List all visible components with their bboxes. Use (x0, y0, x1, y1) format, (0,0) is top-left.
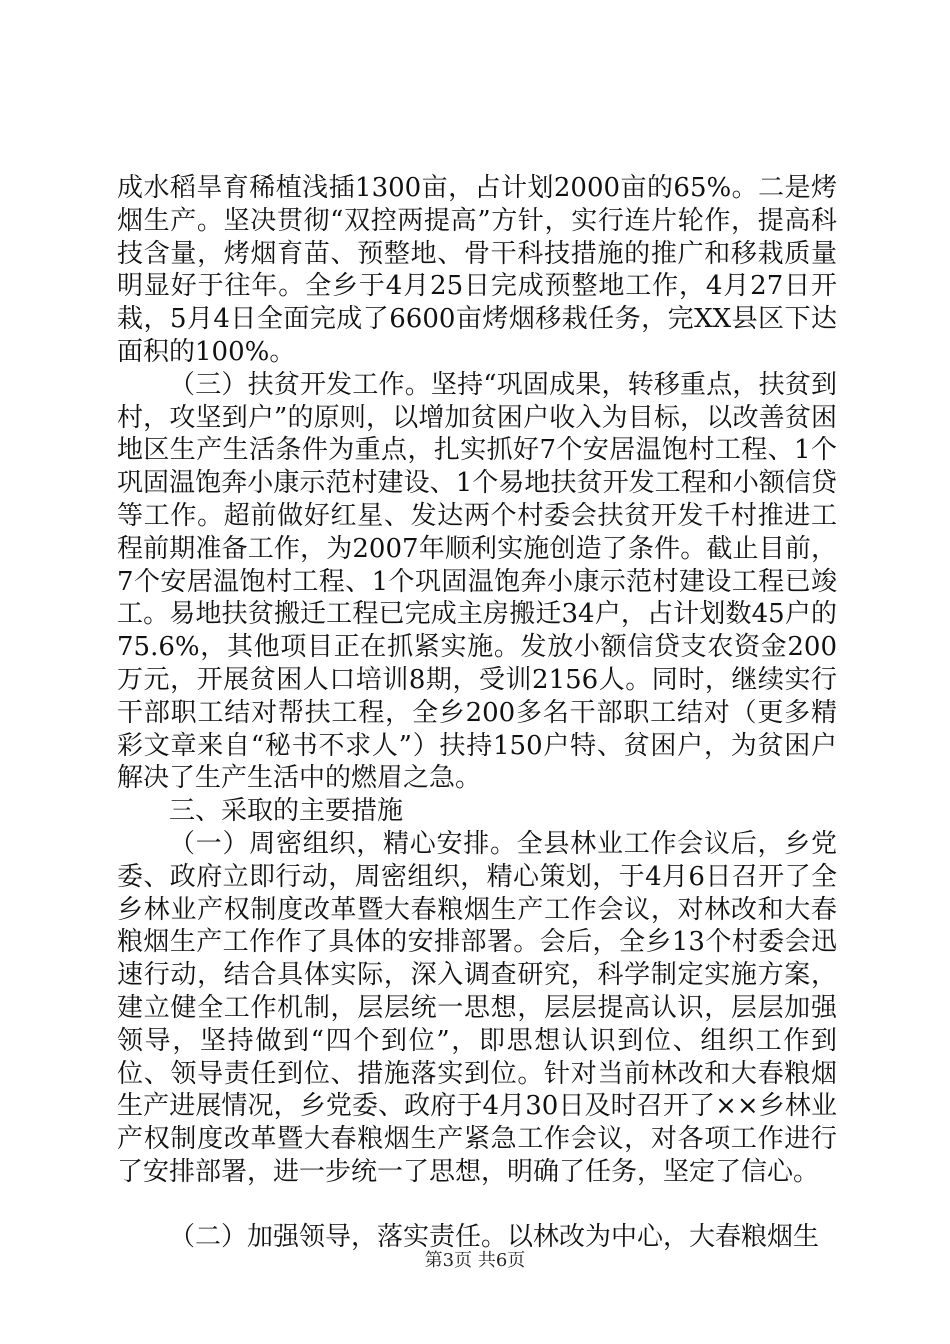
paragraph-poverty-alleviation: （三）扶贫开发工作。坚持“巩固成果，转移重点，扶贫到村，攻坚到户”的原则，以增加贫困户收入为目标，以改善贫困地区生产生活条件为重点，扎实抓好7个安居温饱村工程、1个巩固温饱奔小康示范村建设、1个易地扶贫开发工程和小额信贷等工作。超前做好红星、发达两个村委会扶贫开发千村推进工程前期准备工作，为2007年顺利实施创造了条件。截止目前，7个安居温饱村工程、1个巩固温饱奔小康示范村建设工程已竣工。易地扶贫搬迁工程已完成主房搬迁34户，占计划数45户的75.6%，其他项目正在抓紧实施。发放小额信贷支农资金200万元，开展贫困人口培训8期，受训2156人。同时，继续实行干部职工结对帮扶工程，全乡200多名干部职工结对（更多精彩文章来自“秘书不求人”）扶持150户特、贫困户，为贫困户解决了生产生活中的燃眉之急。 (117, 369, 837, 794)
section-heading-measures: 三、采取的主要措施 (169, 796, 404, 827)
paragraph-leadership: （二）加强领导，落实责任。以林改为中心，大春粮烟生 (169, 1221, 820, 1252)
paragraph-organization: （一）周密组织，精心安排。全县林业工作会议后，乡党委、政府立即行动，周密组织，精心策划，于4月6日召开了全乡林业产权制度改革暨大春粮烟生产工作会议，对林改和大春粮烟生产工作作了具体的安排部署。会后，全乡13个村委会迅速行动，结合具体实际，深入调查研究，科学制定实施方案，建立健全工作机制，层层统一思想，层层提高认识，层层加强领导，坚持做到“四个到位”，即思想认识到位、组织工作到位、领导责任到位、措施落实到位。针对当前林改和大春粮烟生产进展情况，乡党委、政府于4月30日及时召开了××乡林业产权制度改革暨大春粮烟生产紧急工作会议，对各项工作进行了安排部署，进一步统一了思想，明确了任务，坚定了信心。 (117, 828, 837, 1187)
paragraph-spacer (117, 1189, 837, 1221)
page-number-footer: 第3页 共6页 (424, 1250, 526, 1271)
paragraph-continuation: 成水稻旱育稀植浅插1300亩，占计划2000亩的65%。二是烤烟生产。坚决贯彻“双控两提高”方针，实行连片轮作，提高科技含量，烤烟育苗、预整地、骨干科技措施的推广和移栽质量明显好于往年。全乡于4月25日完成预整地工作，4月27日开栽，5月4日全面完成了6600亩烤烟移栽任务，完XX县区下达面积的100%。 (117, 173, 837, 367)
document-body (117, 172, 837, 1254)
